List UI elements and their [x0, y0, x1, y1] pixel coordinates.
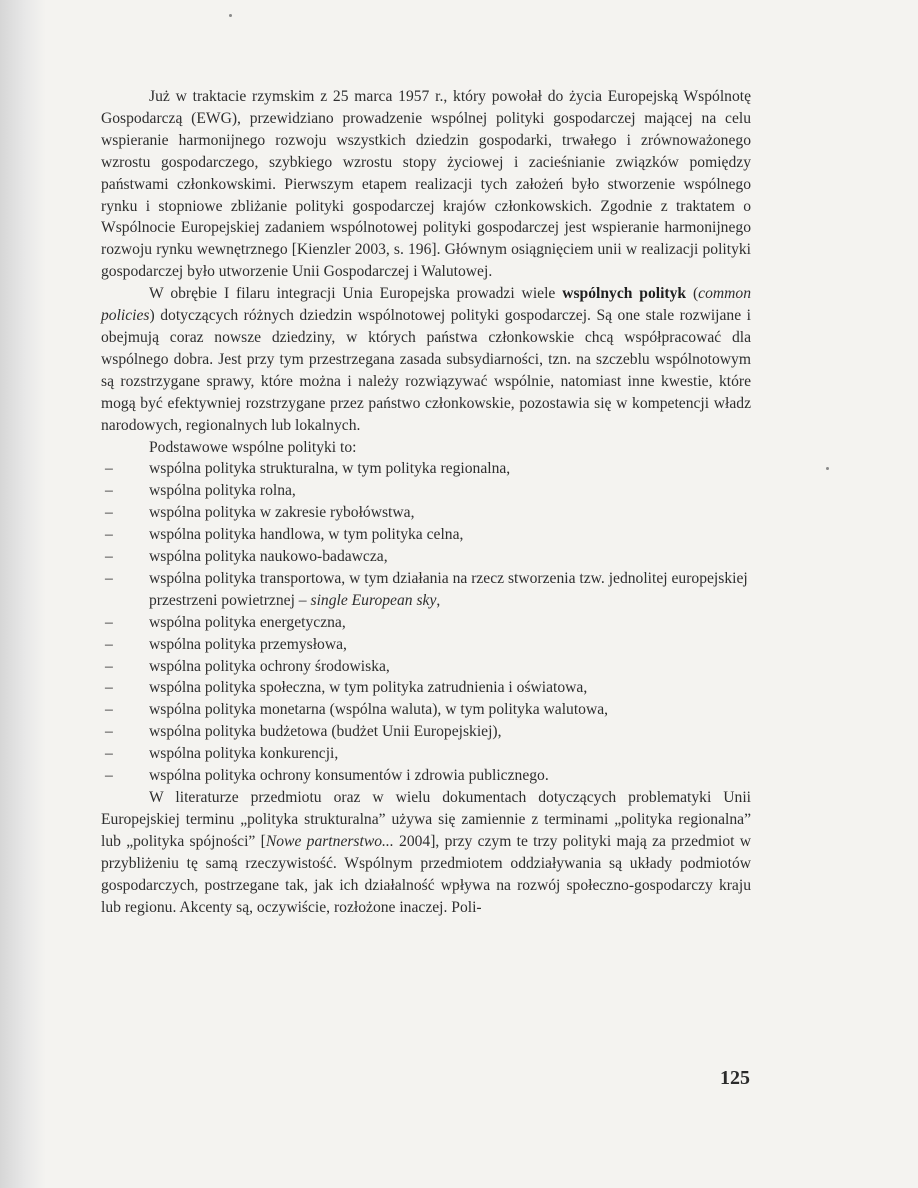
paragraph-text: ) dotyczących różnych dziedzin wspólnotowej polityki gospodarczej. Są one stale rozwijane i obejmują coraz nowsze dziedziny, w których państwa członkowskie chcą współpracować dla wspólnego dobra. Jest przy tym przestrzegana zasada subsydiarności, tzn. na szczeblu wspólnotowym są rozstrzygane sprawy, które można i należy rozwiązywać wspólnie, natomiast inne kwestie, które mogą być efektywniej rozstrzygane przez państwo członkowskie, pozostawia się w kompetencji władz narodowych, regionalnych lub lokalnych.	[101, 307, 751, 434]
list-item-text: wspólna polityka konkurencji,	[149, 745, 339, 763]
list-dash: –	[105, 657, 113, 675]
list-dash: –	[105, 745, 113, 763]
list-dash: –	[105, 723, 113, 741]
list-item-text: wspólna polityka w zakresie rybołówstwa,	[149, 504, 415, 522]
list-item	[101, 480, 751, 502]
page-body	[101, 86, 751, 918]
scan-speck	[826, 467, 829, 470]
list-item	[101, 721, 751, 743]
list-item-text: wspólna polityka strukturalna, w tym polityka regionalna,	[149, 460, 511, 478]
italic-term: single European sky	[310, 591, 437, 609]
list-item	[101, 677, 751, 699]
list-dash: –	[105, 569, 113, 587]
list-item	[101, 656, 751, 678]
list-item-text: wspólna polityka transportowa, w tym działania na rzecz stworzenia tzw. jednolitej europejskiej przestrzeni powietrznej –	[149, 569, 748, 609]
list-dash: –	[105, 526, 113, 544]
list-item-text: wspólna polityka przemysłowa,	[149, 635, 347, 653]
scan-edge-shadow	[0, 0, 46, 1188]
list-item	[101, 743, 751, 765]
list-item-text: wspólna polityka społeczna, w tym polityka zatrudnienia i oświatowa,	[149, 679, 588, 697]
page-number: 125	[720, 1067, 750, 1089]
list-item-text: ,	[436, 591, 441, 609]
list-dash: –	[105, 504, 113, 522]
list-dash: –	[105, 701, 113, 719]
paragraph-terminology	[101, 787, 751, 918]
policy-list	[101, 458, 751, 787]
list-item-text: wspólna polityka handlowa, w tym polityka celna,	[149, 526, 464, 544]
list-item-text: wspólna polityka naukowo-badawcza,	[149, 548, 388, 566]
list-intro: Podstawowe wspólne polityki to:	[149, 438, 357, 456]
list-item	[101, 458, 751, 480]
list-dash: –	[105, 635, 113, 653]
paragraph-common-policies	[101, 283, 751, 436]
list-item-text: wspólna polityka budżetowa (budżet Unii Europejskiej),	[149, 723, 502, 741]
list-item	[101, 765, 751, 787]
list-item	[101, 612, 751, 634]
list-dash: –	[105, 613, 113, 631]
list-item-text: wspólna polityka energetyczna,	[149, 613, 346, 631]
list-item	[101, 524, 751, 546]
list-item-text: wspólna polityka ochrony środowiska,	[149, 657, 390, 675]
list-dash: –	[105, 548, 113, 566]
paragraph-text: W obrębie I filaru integracji Unia Europejska prowadzi wiele	[149, 285, 563, 303]
paragraph-text: 2004], przy czym te trzy polityki mają za przedmiot w przybliżeniu tę samą rzeczywistość. Wspólnym przedmiotem oddziaływania są układy podmiotów gospodarczych, postrzegane tak, jak ich działalność wpływa na rozwój społeczno-gospodarczy kraju lub regionu. Akcenty są, oczywiście, rozłożone inaczej. Poli-	[101, 832, 751, 916]
list-dash: –	[105, 460, 113, 478]
list-dash: –	[105, 482, 113, 500]
list-item	[101, 546, 751, 568]
list-item-text: wspólna polityka monetarna (wspólna waluta), w tym polityka walutowa,	[149, 701, 609, 719]
paragraph-text: W literaturze przedmiotu oraz w wielu dokumentach dotyczących problematyki Unii Europejskiej terminu „polityka strukturalna” używa się zamiennie z terminami „polityka regionalna” lub „polityka spójności” [	[101, 789, 751, 850]
scan-speck	[229, 14, 232, 17]
italic-citation: Nowe partnerstwo...	[265, 832, 394, 850]
list-item	[101, 699, 751, 721]
list-item	[101, 634, 751, 656]
italic-term: common policies	[101, 285, 752, 325]
paragraph-intro: Już w traktacie rzymskim z 25 marca 1957 r., który powołał do życia Europejską Wspólnotę Gospodarczą (EWG), przewidziano prowadzenie wspólnej polityki gospodarczej mającej na celu wspieranie harmonijnego rozwoju wszystkich dziedzin gospodarki, trwałego i zrównoważonego wzrostu gospodarczego, szybkiego wzrostu stopy życiowej i zacieśnianie związków pomiędzy państwami członkowskimi. Pierwszym etapem realizacji tych założeń było stworzenie wspólnego rynku i stopniowe zbliżanie polityki gospodarczej krajów członkowskich. Zgodnie z traktatem o Wspólnocie Europejskiej zadaniem wspólnotowej polityki gospodarczej jest wspieranie harmonijnego rozwoju rynku wewnętrznego [Kienzler 2003, s. 196]. Głównym osiągnięciem unii w realizacji polityki gospodarczej było utworzenie Unii Gospodarczej i Walutowej.	[101, 88, 751, 281]
paragraph-text: (	[686, 285, 699, 303]
list-dash: –	[105, 679, 113, 697]
list-item-text: wspólna polityka rolna,	[149, 482, 296, 500]
list-item	[101, 502, 751, 524]
bold-term: wspólnych polityk	[562, 285, 687, 303]
list-item	[101, 568, 751, 612]
list-dash: –	[105, 767, 113, 785]
list-item-text: wspólna polityka ochrony konsumentów i zdrowia publicznego.	[149, 767, 549, 785]
